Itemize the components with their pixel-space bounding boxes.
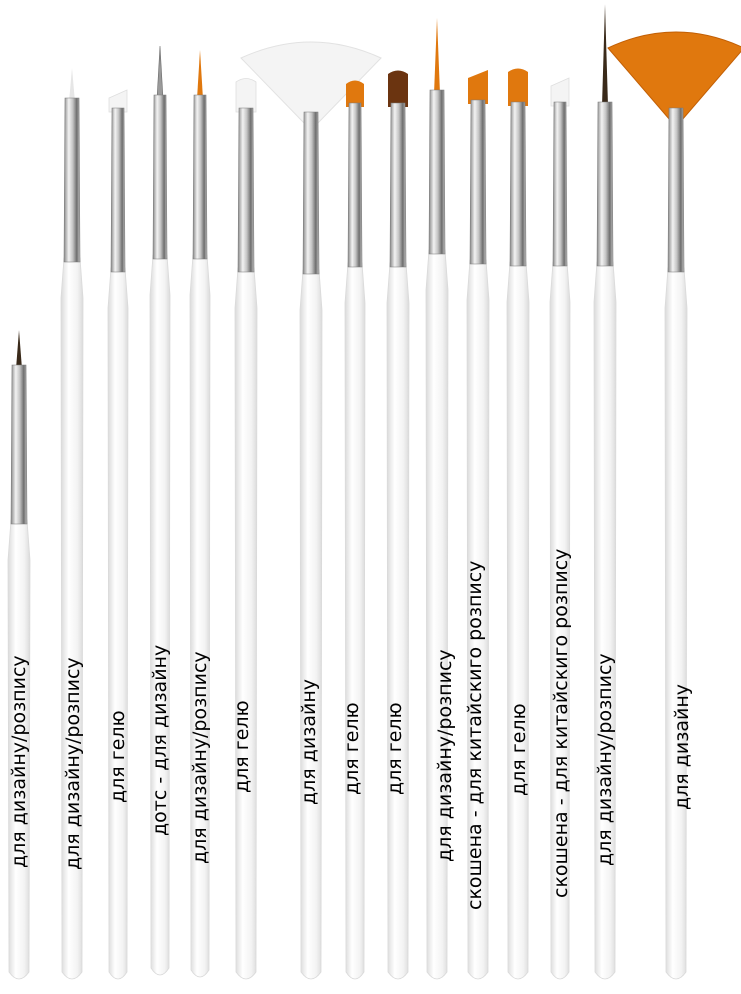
brush-ferrule [553,102,567,266]
brush-ferrule [429,90,445,254]
brush-15 [608,32,741,979]
brush-ferrule [348,103,362,267]
brush-handle [594,262,616,979]
brush-label-15: для дизайну [671,684,693,810]
brush-label-13: скошена - для китайскиго розпису [550,548,572,898]
liner-bristles [69,68,75,102]
brush-8 [345,81,365,980]
brush-handle [426,250,448,979]
flat-bristles [508,69,528,107]
brush-label-11: скошена - для китайскиго розпису [464,560,486,910]
flat-bristles [468,70,488,104]
brush-handle [61,258,83,979]
brush-ferrule [193,95,207,259]
flat-bristles [236,79,256,113]
brush-ferrule [470,100,486,264]
brush-label-5: для дизайну/розпису [189,651,211,864]
brush-ferrule [238,108,254,272]
brush-12 [507,69,529,980]
brush-9 [384,71,409,980]
brush-ferrule [668,108,684,272]
brush-label-2: для дизайну/розпису [62,657,84,870]
brush-label-12: для гелю [508,703,530,796]
brush-3 [108,90,128,979]
brush-6 [235,79,257,980]
liner-bristles [602,4,608,106]
brush-label-1: для дизайну/розпису [8,655,30,868]
brush-ferrule [64,98,80,262]
liner-bristles [434,18,440,94]
brush-handle [235,268,257,979]
brush-label-8: для гелю [341,702,363,795]
brush-handle [108,268,128,979]
brush-label-7: для дизайну [298,679,320,805]
fan-bristles [608,32,741,120]
brush-handle [384,263,409,979]
brush-ferrule [153,95,167,259]
brush-ferrule [303,112,319,274]
brush-label-9: для гелю [384,702,406,795]
brush-ferrule [111,108,125,272]
brush-ferrule [11,365,27,524]
brush-handle [665,268,687,979]
brush-label-6: для гелю [231,700,253,793]
brush-ferrule [510,102,526,266]
brush-handle [300,270,322,979]
brush-label-10: для дизайну/розпису [434,649,456,862]
brush-handle [345,263,365,979]
brush-label-14: для дизайну/розпису [594,653,616,866]
brush-ferrule [390,103,406,267]
brush-handle [150,255,170,975]
brush-ferrule [597,102,613,266]
dotting-tool-tip [157,46,163,99]
brush-label-4: дотс - для дизайну [149,644,171,836]
brush-label-3: для гелю [107,710,129,803]
brush-handle [507,262,529,979]
flat-bristles [388,71,408,108]
liner-bristles [16,330,22,369]
brush-handle [190,255,210,977]
liner-bristles [197,50,203,99]
